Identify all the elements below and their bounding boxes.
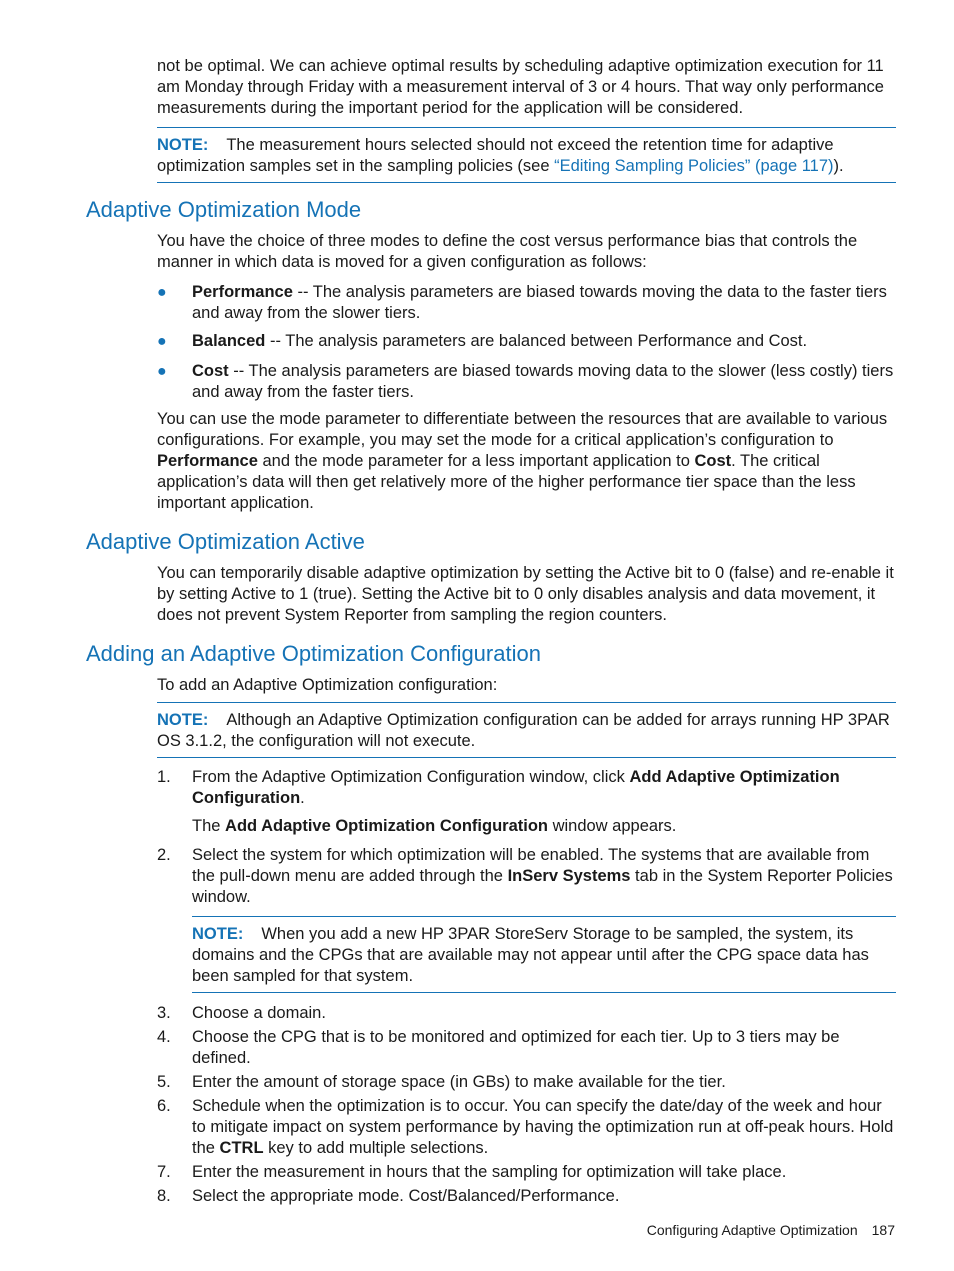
step-5: 5. Enter the amount of storage space (in GBs) to make available for the tier. [157, 1073, 726, 1091]
step-6: 6. Schedule when the optimization is to occur. You can specify the date/day of the week and hour to mitigate impact on system performance by having the optimization run at off-peak hours. Hold the CTRL key to add multiple selections. [157, 1097, 894, 1157]
intro-paragraph: not be optimal. We can achieve optimal results by scheduling adaptive optimization execution for 11 am Monday through Friday with a measurement interval of 3 or 4 hours. That way only performance measurements during the important period for the application will be considered. [157, 57, 884, 117]
inserv-systems-ui-label: InServ Systems [507, 867, 631, 885]
heading-adding-configuration: Adding an Adaptive Optimization Configuration [86, 641, 541, 666]
add-ao-config-ui-label: Add Adaptive Optimization Configuration [192, 768, 840, 807]
step-2: 2. Select the system for which optimization will be enabled. The systems that are available from the pull-down menu are added through the InServ Systems tab in the System Reporter Policies window. NOTE: When you add a new HP 3PAR StoreServ Storage to be sampled, the system, its domains and the CPGs that are available may not appear until after the CPG space data has been sampled for that system. [157, 845, 896, 993]
active-paragraph: You can temporarily disable adaptive optimization by setting the Active bit to 0 (false) and re-enable it by setting Active to 1 (true). Setting the Active bit to 0 only disables analysis and data movement, it does not prevent System Reporter from sampling the region counters. [157, 564, 894, 624]
step-8: 8. Select the appropriate mode. Cost/Balanced/Performance. [157, 1187, 620, 1205]
note-label: NOTE: [192, 925, 244, 943]
mode-intro: You have the choice of three modes to define the cost versus performance bias that controls the manner in which data is moved for a given configuration as follows: [157, 232, 858, 271]
step-7: 7. Enter the measurement in hours that the sampling for optimization will take place. [157, 1163, 787, 1181]
note-label: NOTE: [157, 136, 209, 154]
note-os-version-text: NOTE: Although an Adaptive Optimization configuration can be added for arrays running HP 3PAR OS 3.1.2, the configuration will not execute. [157, 711, 890, 750]
page-footer [647, 1222, 895, 1238]
bullet-performance: ● Performance -- The analysis parameters are biased towards moving the data to the faster tiers and away from the slower tiers. [157, 283, 887, 322]
step-1: 1. From the Adaptive Optimization Configuration window, click Add Adaptive Optimization Configuration. The Add Adaptive Optimization Configuration window appears. [157, 767, 896, 837]
bullet-dot-icon: ● [157, 363, 167, 380]
note-os-version [157, 702, 896, 758]
footer-title: Configuring Adaptive Optimization [646, 1222, 858, 1238]
mode-parameter-paragraph: You can use the mode parameter to differentiate between the resources that are available to various configurations. For example, you may set the mode for a critical application’s configuration to Performance and the mode parameter for a less important application to Cost. The critical application’s data will then get relatively more of the higher performance tier space than the less important application. [157, 410, 888, 512]
note-label: NOTE: [157, 711, 209, 729]
bullet-dot-icon: ● [157, 284, 167, 301]
note-retention-text [157, 135, 896, 177]
steps-list [157, 767, 896, 1207]
note-new-storage: NOTE: When you add a new HP 3PAR StoreServ Storage to be sampled, the system, its domains and the CPGs that are available may not appear until after the CPG space data has been sampled for that system. [192, 916, 896, 993]
active-section-body [157, 563, 896, 626]
intro-block [157, 56, 896, 119]
add-steps-block [157, 767, 896, 1207]
step-1-result: The Add Adaptive Optimization Configuration window appears. [192, 817, 677, 835]
note-retention [157, 127, 896, 183]
heading-adaptive-optimization-active: Adaptive Optimization Active [86, 529, 365, 554]
note-text-before: The measurement hours selected should not exceed the retention time for adaptive optimization samples set in the sampling policies (see [157, 136, 834, 175]
bullet-cost: ● Cost -- The analysis parameters are biased towards moving data to the slower (less costly) tiers and away from the faster tiers. [157, 362, 894, 401]
bullet-balanced: ● Balanced -- The analysis parameters are balanced between Performance and Cost. [157, 332, 808, 350]
heading-adaptive-optimization-mode: Adaptive Optimization Mode [86, 197, 362, 222]
step-4: 4. Choose the CPG that is to be monitored and optimized for each tier. Up to 3 tiers may be defined. [157, 1028, 840, 1067]
editing-sampling-policies-link[interactable]: “Editing Sampling Policies” (page 117) [554, 157, 834, 175]
mode-section-body [157, 231, 896, 514]
step-3: 3. Choose a domain. [157, 1004, 326, 1022]
add-section-intro-block [157, 675, 896, 696]
page-number: 187 [871, 1222, 895, 1238]
bullet-dot-icon: ● [157, 333, 167, 350]
note-text-after: ). [833, 157, 844, 175]
mode-bullet-list [157, 282, 896, 403]
add-intro: To add an Adaptive Optimization configuration: [157, 676, 498, 694]
